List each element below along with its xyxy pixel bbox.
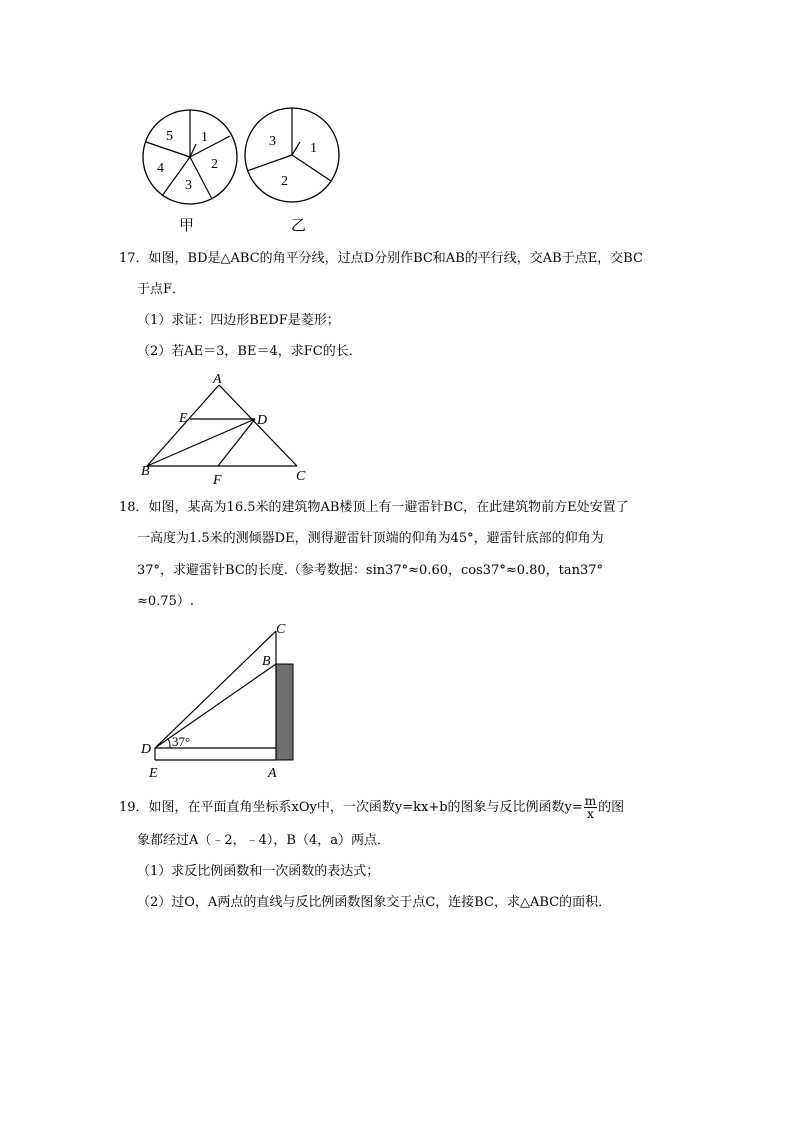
spinner-jia-caption: 甲 (179, 218, 195, 234)
spinner-yi-sector-label: 3 (269, 134, 276, 149)
q17-label-B: B (141, 464, 150, 479)
q18-label-A: A (268, 766, 277, 781)
q19-line1-a: 19．如图，在平面直角坐标系xOy中，一次函数y=kx+b的图象与反比例函数y= (119, 800, 583, 815)
q17-label-C: C (296, 469, 306, 484)
q17-label-D: D (257, 413, 268, 428)
q17-label-A: A (213, 372, 222, 387)
q18-label-B: B (262, 654, 271, 669)
spinner-yi-sector-label: 2 (281, 174, 288, 189)
q19-part2: （2）过O，A两点的直线与反比例函数图象交于点C，连接BC，求△ABC的面积． (137, 895, 612, 910)
spinner-jia-sector-label: 4 (157, 161, 164, 176)
q17-label-E: E (179, 411, 188, 426)
q18-line2: 一高度为1.5米的测倾器DE，测得避雷针顶端的仰角为45°，避雷针底部的仰角为 (137, 531, 604, 546)
q19-line1 (119, 795, 624, 820)
q17-part1: （1）求证：四边形BEDF是菱形； (137, 313, 340, 328)
spinner-jia-sector-label: 3 (185, 178, 192, 193)
q17-line2: 于点F． (137, 282, 186, 297)
q18-label-E: E (149, 766, 158, 781)
q18-line1: 18．如图，某高为16.5米的建筑物AB楼顶上有一避雷针BC，在此建筑物前方E处安置了 (119, 500, 629, 515)
q18-line4: ≈0.75）. (137, 594, 194, 609)
spinner-jia-sector-label: 5 (166, 129, 173, 144)
spinner-yi-sector-label: 1 (310, 141, 317, 156)
q17-part2: （2）若AE＝3，BE＝4，求FC的长． (137, 344, 362, 359)
building-ab (276, 664, 293, 760)
q19-line2: 象都经过A（﹣2，﹣4），B（4，a）两点． (137, 833, 391, 848)
q19-part1: （1）求反比例函数和一次函数的表达式； (137, 864, 380, 879)
q18-label-D: D (141, 742, 152, 757)
q18-angle-label: 37° (172, 734, 191, 749)
q17-label-F: F (213, 473, 222, 488)
q18-label-C: C (276, 622, 286, 637)
spinner-jia-sector-label: 1 (201, 130, 208, 145)
q19-line1-b: 的图 (598, 800, 625, 815)
q17-line1: 17．如图，BD是△ABC的角平分线，过点D分别作BC和AB的平行线，交AB于点E，交BC (119, 251, 643, 266)
q19-fraction (584, 795, 597, 820)
q19-fraction-den: x (587, 807, 594, 821)
q19-fraction-num: m (584, 794, 597, 808)
q18-line3: 37°，求避雷针BC的长度.（参考数据：sin37°≈0.60，cos37°≈0.80，tan37° (137, 563, 604, 578)
spinner-yi-caption: 乙 (291, 218, 307, 234)
spinner-jia-sector-label: 2 (211, 157, 218, 172)
